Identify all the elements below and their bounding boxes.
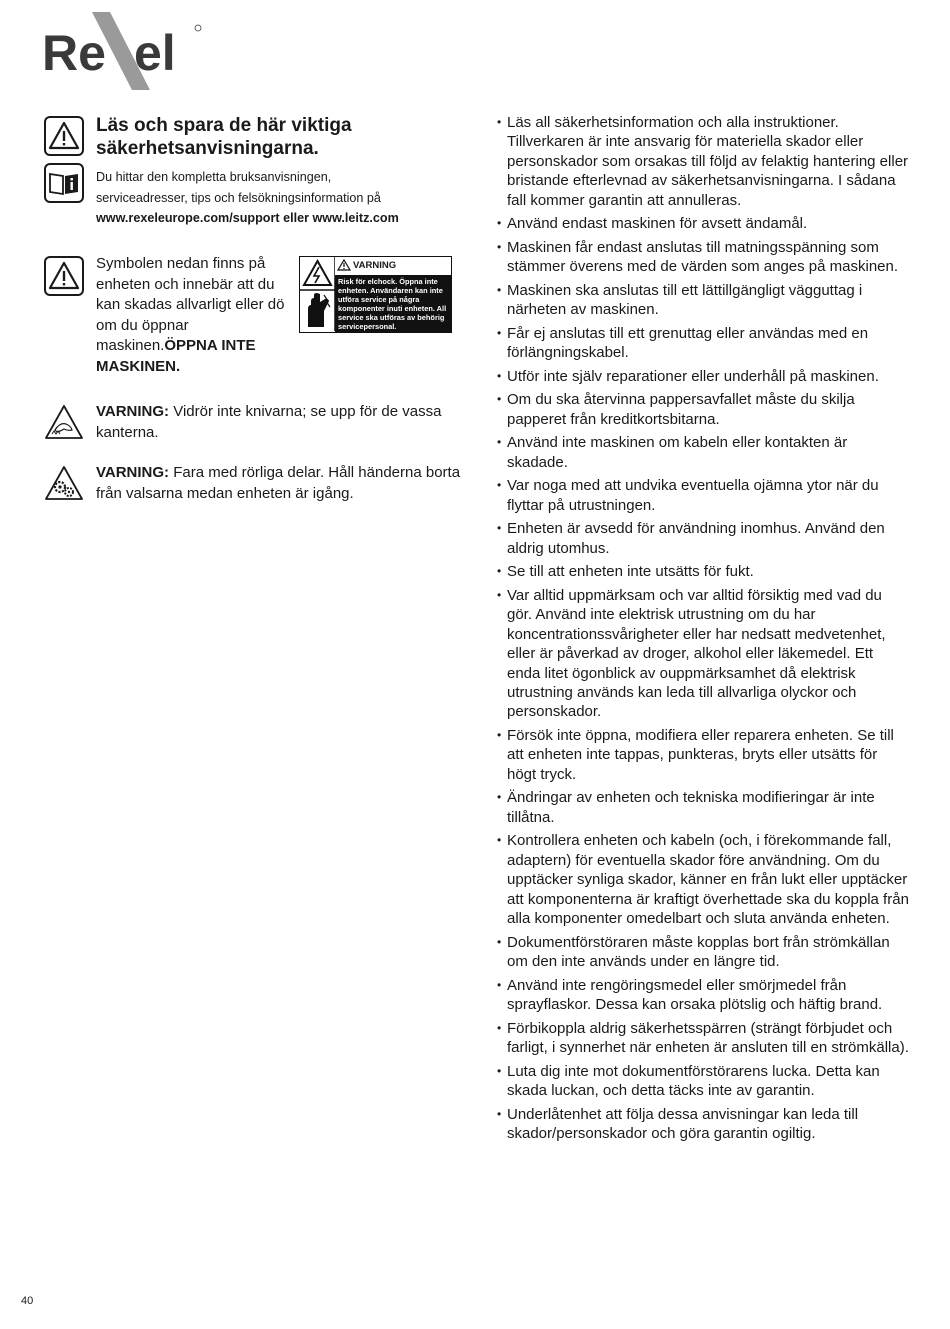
list-item: • Maskinen ska anslutas till ett lättillgängligt vägguttag i närheten av maskinen.	[497, 281, 909, 320]
section-heading: Läs och spara de här viktiga säkerhetsanvisningarna.	[96, 115, 352, 159]
warning-label-title: VARNING	[353, 260, 397, 271]
list-item: • Förbikoppla aldrig säkerhetsspärren (strängt förbjudet och farligt, i synnerhet när enheten är ansluten till en strömkälla).	[497, 1019, 909, 1058]
support-urls: www.rexeleurope.com/support eller www.leitz.com	[96, 211, 399, 225]
sharp-blades-icon	[44, 404, 84, 440]
moving-parts-warning-text: Fara med rörliga delar. Håll händerna borta från valsarna medan enheten är igång.	[96, 464, 461, 502]
list-item: • Ändringar av enheten och tekniska modifieringar är inte tillåtna.	[497, 788, 909, 827]
read-manual-icon	[44, 163, 84, 203]
moving-parts-icon	[44, 465, 84, 501]
list-item: • Var noga med att undvika eventuella ojämna ytor när du flyttar på utrustningen.	[497, 476, 909, 515]
label-triangle-icon	[337, 259, 351, 271]
list-item: • Underlåtenhet att följa dessa anvisningar kan leda till skador/personskador och göra garantin ogiltig.	[497, 1105, 909, 1144]
blade-warning	[96, 402, 476, 443]
warning-triangle-icon	[44, 116, 84, 156]
warning-triangle-icon	[44, 256, 84, 296]
symbol-notice	[96, 254, 296, 377]
warning-label-body: Risk för elchock. Öppna inte enheten. Användaren kan inte utföra service på några komponenter inuti enheten. All service ska utföras av behörig servicepersonal.	[335, 275, 451, 332]
list-item: • Maskinen får endast anslutas till matningsspänning som stämmer överens med de värden som anges på maskinen.	[497, 238, 909, 277]
list-item: • Utför inte själv reparationer eller underhåll på maskinen.	[497, 367, 909, 386]
blade-warning-label: VARNING:	[96, 403, 170, 420]
list-item: • Försök inte öppna, modifiera eller reparera enheten. Se till att enheten inte tappas, punkteras, bryts eller utsätts för högt tryck.	[497, 726, 909, 784]
warning-label	[299, 256, 452, 333]
list-item: • Läs all säkerhetsinformation och alla instruktioner. Tillverkaren är inte ansvarig för materiella skador eller personskador som orsakas till följd av felaktig hantering eller bristande efterlevnad av säkerhetsanvisningarna. I sådana fall kommer garantin att annulleras.	[497, 113, 909, 210]
svg-text:Re: Re	[42, 25, 106, 81]
rexel-logo	[42, 10, 204, 92]
intro-line-2: serviceadresser, tips och felsökningsinformation på	[96, 190, 381, 205]
shock-hazard-icon	[300, 257, 335, 331]
svg-text:el: el	[134, 25, 176, 81]
moving-parts-warning	[96, 463, 476, 504]
list-item: • Kontrollera enheten och kabeln (och, i förekommande fall, adaptern) för eventuella skador före användning. Om du upptäcker synliga skador, känner en från lukt eller upptäcker att komponenterna är kraftigt överhettade ska du koppla från alla komponenter omedelbart och sluta använda enheten.	[497, 831, 909, 928]
list-item: • Använd inte rengöringsmedel eller smörjmedel från sprayflaskor. Dessa kan orsaka plötslig och häftig brand.	[497, 976, 909, 1015]
list-item: • Använd inte maskinen om kabeln eller kontakten är skadade.	[497, 433, 909, 472]
safety-instructions-list	[497, 113, 909, 1148]
page-number: 40	[21, 1295, 34, 1307]
list-item: • Dokumentförstöraren måste kopplas bort från strömkällan om den inte används under en längre tid.	[497, 933, 909, 972]
list-item: • Får ej anslutas till ett grenuttag eller användas med en förlängningskabel.	[497, 324, 909, 363]
list-item: • Se till att enheten inte utsätts för fukt.	[497, 562, 909, 581]
moving-parts-warning-label: VARNING:	[96, 464, 170, 481]
list-item: • Var alltid uppmärksam och var alltid försiktig med vad du gör. Använd inte elektrisk utrustning om du har koncentrationssvårigheter eller har nedsatt medvetenhet, eller är påverkad av droger, alkohol eller läkemedel. Ett enda litet ögonblick av ouppmärksamhet då elektrisk utrustning används kan leda till allvarliga olyckor och personskador.	[497, 586, 909, 722]
symbol-notice-emphasis: ÖPPNA INTE MASKINEN.	[96, 337, 256, 375]
blade-warning-text: Vidrör inte knivarna; se upp för de vassa kanterna.	[96, 403, 442, 441]
warning-label-header	[335, 257, 451, 276]
symbol-notice-text: Symbolen nedan finns på enheten och innebär att du kan skadas allvarligt eller dö om du öppnar maskinen.	[96, 255, 285, 354]
list-item: • Använd endast maskinen för avsett ändamål.	[497, 214, 909, 233]
list-item: • Luta dig inte mot dokumentförstörarens lucka. Detta kan skada luckan, och detta täcks inte av garantin.	[497, 1062, 909, 1101]
list-item: • Enheten är avsedd för användning inomhus. Använd den aldrig utomhus.	[497, 519, 909, 558]
list-item: • Om du ska återvinna pappersavfallet måste du skilja papperet från kreditkortsbitarna.	[497, 390, 909, 429]
intro-text	[96, 167, 476, 229]
intro-line-1: Du hittar den kompletta bruksanvisningen,	[96, 170, 332, 184]
